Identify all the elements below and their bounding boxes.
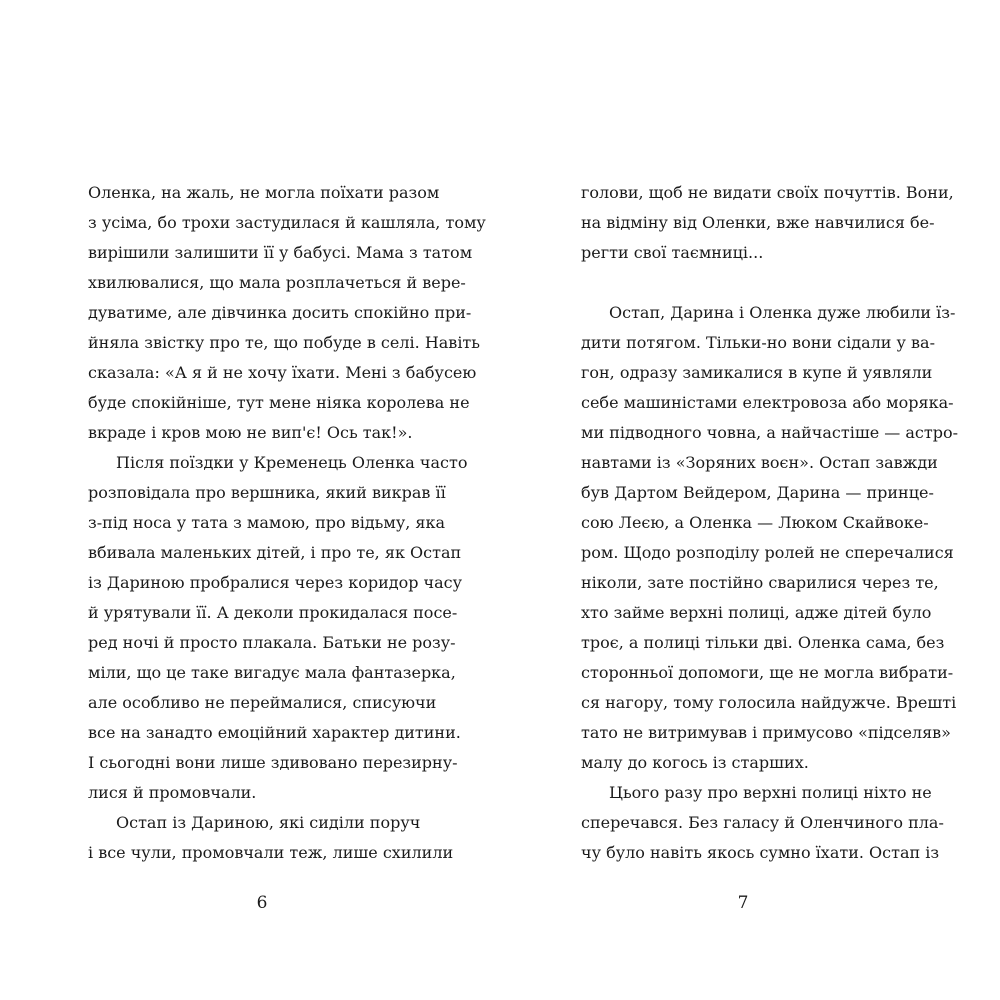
text-line: був Дартом Вейдером, Дарина — принце- bbox=[581, 483, 934, 502]
text-line: з усіма, бо трохи застудилася й кашляла, тому bbox=[88, 213, 486, 232]
text-line: Цього разу про верхні полиці ніхто не bbox=[609, 783, 932, 802]
text-line: Після поїздки у Кременець Оленка часто bbox=[116, 453, 468, 472]
text-line: й урятували її. А деколи прокидалася посе- bbox=[88, 603, 458, 622]
text-line: сою Леєю, а Оленка — Люком Скайвоке- bbox=[581, 513, 929, 532]
text-line: розповідала про вершника, який викрав її bbox=[88, 483, 446, 502]
text-line: на відміну від Оленки, вже навчилися бе- bbox=[581, 213, 935, 232]
text-line: дуватиме, але дівчинка досить спокійно при- bbox=[88, 303, 472, 322]
text-line: сперечався. Без галасу й Оленчиного пла- bbox=[581, 813, 944, 832]
text-line: І сьогодні вони лише здивовано перезирну- bbox=[88, 753, 458, 772]
text-line: Оленка, на жаль, не могла поїхати разом bbox=[88, 183, 440, 202]
page-number: 7 bbox=[737, 893, 749, 913]
text-line: гон, одразу замикалися в купе й уявляли bbox=[581, 363, 933, 382]
text-line: хвилювалися, що мала розплачеться й вере- bbox=[88, 273, 466, 292]
text-line: міли, що це таке вигадує мала фантазерка, bbox=[88, 663, 456, 682]
text-line: з-під носа у тата з мамою, про відьму, яка bbox=[88, 513, 446, 532]
text-line: ред ночі й просто плакала. Батьки не розу- bbox=[88, 633, 456, 652]
text-line: чу було навіть якось сумно їхати. Остап із bbox=[581, 843, 940, 862]
text-line: навтами із «Зоряних воєн». Остап завжди bbox=[581, 453, 938, 472]
text-line: ся нагору, тому голосила найдужче. Врешті bbox=[581, 693, 957, 712]
text-line: голови, щоб не видати своїх почуттів. Вони, bbox=[581, 183, 954, 202]
text-line: себе машиністами електровоза або моряка- bbox=[581, 393, 954, 412]
text-line: буде спокійніше, тут мене ніяка королева не bbox=[88, 393, 470, 412]
text-line: ніколи, зате постійно сварилися через те, bbox=[581, 573, 939, 592]
page-number: 6 bbox=[256, 893, 268, 913]
text-line: йняла звістку про те, що побуде в селі. Навіть bbox=[88, 333, 480, 352]
text-line: і все чули, промовчали теж, лише схилили bbox=[88, 843, 454, 862]
text-line: ми підводного човна, а найчастіше — астро- bbox=[581, 423, 958, 442]
text-line: все на занадто емоційний характер дитини. bbox=[88, 723, 461, 742]
text-line: Остап із Дариною, які сиділи поруч bbox=[116, 813, 421, 832]
text-line: малу до когось із старших. bbox=[581, 753, 809, 772]
text-line: тато не витримував і примусово «підселяв» bbox=[581, 723, 951, 742]
text-line: сказала: «А я й не хочу їхати. Мені з бабусею bbox=[88, 363, 477, 382]
text-line: але особливо не переймалися, списуючи bbox=[88, 693, 437, 712]
text-line: вбивала маленьких дітей, і про те, як Остап bbox=[88, 543, 462, 562]
text-line: із Дариною пробралися через коридор часу bbox=[88, 573, 463, 592]
text-line: регти свої таємниці... bbox=[581, 243, 764, 262]
text-line: хто займе верхні полиці, адже дітей було bbox=[581, 603, 932, 622]
right-page bbox=[500, 0, 1000, 1000]
text-line: лися й промовчали. bbox=[88, 783, 257, 802]
text-line: вкраде і кров мою не вип'є! Ось так!». bbox=[88, 423, 413, 442]
text-line: троє, а полиці тільки дві. Оленка сама, без bbox=[581, 633, 945, 652]
text-line: ром. Щодо розподілу ролей не сперечалися bbox=[581, 543, 954, 562]
text-line: вирішили залишити її у бабусі. Мама з татом bbox=[88, 243, 473, 262]
text-line: дити потягом. Тільки-но вони сідали у ва- bbox=[581, 333, 935, 352]
text-line: сторонньої допомоги, ще не могла вибрати- bbox=[581, 663, 954, 682]
text-line: Остап, Дарина і Оленка дуже любили їз- bbox=[609, 303, 956, 322]
